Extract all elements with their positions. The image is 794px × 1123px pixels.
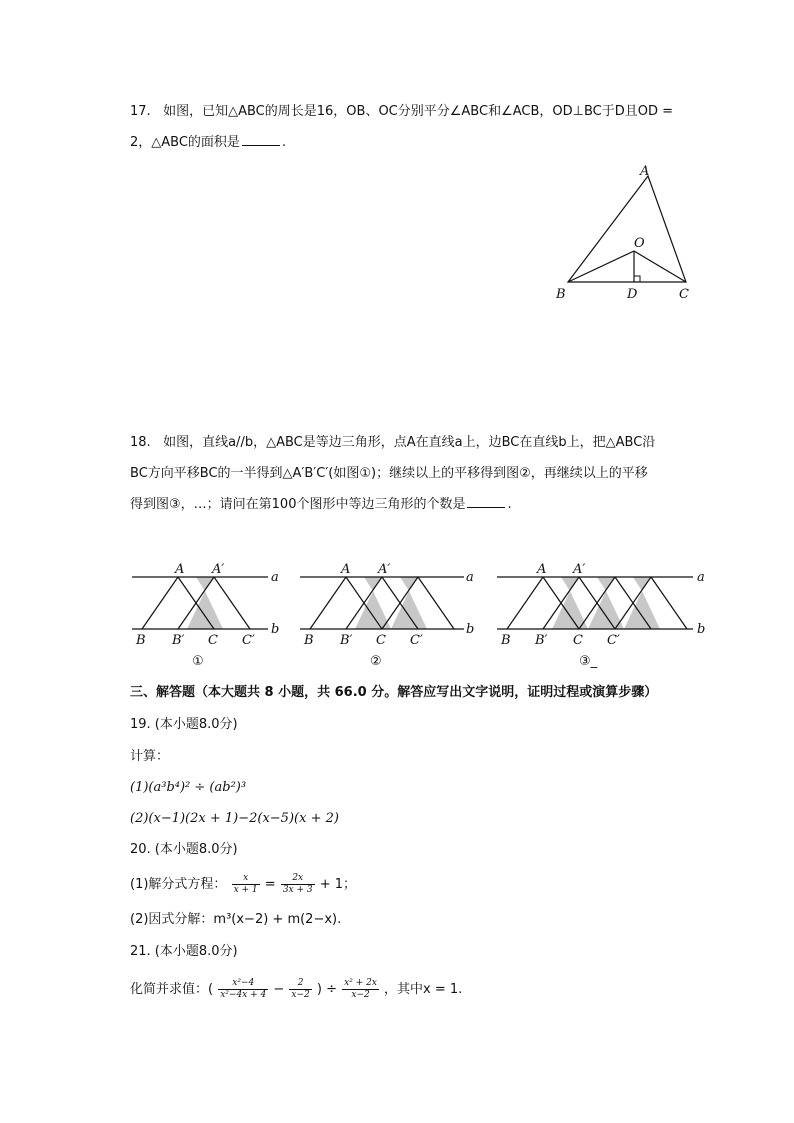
q18-text1: 如图，直线a//b，△ABC是等边三角形，点A在直线a上，边BC在直线b上，把△ABC沿	[163, 435, 656, 450]
fig3-label-C: C	[573, 633, 583, 648]
q20-frac1-num: x	[232, 873, 260, 885]
fig1-label-A: A	[175, 562, 185, 577]
fig3-label-B: B	[501, 633, 511, 648]
fig3-label-b: b	[697, 622, 706, 637]
fig2-label-C-prime: C′	[410, 633, 423, 648]
q21-frac3-num: x² + 2x	[344, 978, 377, 988]
q20-frac2	[281, 873, 315, 896]
q21-prefix: 化简并求值：(	[130, 982, 214, 997]
q17-label-B: B	[556, 287, 566, 302]
q21-divide: ) ÷	[316, 982, 338, 997]
q20-frac2-num: 2x	[281, 873, 315, 885]
q21-frac2	[289, 978, 311, 1001]
q20-part2: (2)因式分解：m³(x−2) + m(2−x).	[130, 912, 342, 927]
q17-number: 17.	[130, 104, 151, 119]
fig2-label-B: B	[304, 633, 314, 648]
q21-header: 21. (本小题8.0分)	[130, 944, 238, 959]
q20-frac1	[232, 873, 260, 896]
q17-label-C: C	[679, 287, 689, 302]
q17-figure	[550, 160, 700, 310]
fig1-label-B-prime: B′	[172, 633, 185, 648]
q17-label-O: O	[634, 236, 645, 251]
fig3-label-a: a	[697, 570, 705, 585]
q18-text3: 得到图③，…；请问在第100个图形中等边三角形的个数是	[130, 497, 466, 512]
fig3-caption: ③_	[579, 654, 598, 669]
q20-part1-prefix: (1)解分式方程：	[130, 877, 227, 892]
q18-line3	[130, 495, 512, 515]
fig2-label-b: b	[466, 622, 475, 637]
q20-eq: =	[264, 877, 276, 892]
q17-label-D: D	[627, 287, 638, 302]
q19-part1: (1)(a³b⁴)² ÷ (ab²)³	[130, 780, 247, 795]
q18-figure-2	[296, 555, 481, 670]
fig3-label-C-prime: C′	[607, 633, 620, 648]
fig2-caption: ②	[370, 654, 382, 669]
q21-frac2-den: x−2	[291, 990, 310, 1000]
fig2-label-A: A	[341, 562, 351, 577]
q18-figure-3	[493, 555, 713, 670]
q18-line1	[130, 433, 655, 453]
fig1-label-C-prime: C′	[242, 633, 255, 648]
q21-body	[130, 978, 462, 1001]
q19-intro: 计算：	[130, 749, 170, 764]
fig1-label-b: b	[271, 622, 280, 637]
q21-minus: −	[273, 982, 285, 997]
q19-header: 19. (本小题8.0分)	[130, 717, 238, 732]
fig2-label-B-prime: B′	[340, 633, 353, 648]
fig1-label-B: B	[136, 633, 146, 648]
fig3-label-B-prime: B′	[535, 633, 548, 648]
fig1-caption: ①	[192, 654, 204, 669]
q21-frac2-num: 2	[289, 978, 311, 990]
q18-period: .	[507, 497, 512, 512]
q21-frac1-num: x²−4	[218, 978, 268, 990]
q21-suffix: ，其中x = 1.	[384, 982, 463, 997]
q21-frac3-den: x−2	[351, 990, 370, 1000]
fig1-label-a: a	[271, 570, 279, 585]
q19-part2: (2)(x−1)(2x + 1)−2(x−5)(x + 2)	[130, 811, 339, 826]
q18-answer-blank[interactable]	[467, 495, 505, 508]
q20-frac1-den: x + 1	[233, 885, 258, 895]
fig2-label-A-prime: A′	[378, 562, 391, 577]
q18-text2: BC方向平移BC的一半得到△A′B′C′(如图①)；继续以上的平移得到图②，再继续以上的平移	[130, 466, 648, 481]
fig1-label-C: C	[208, 633, 218, 648]
q17-text1: 如图，已知△ABC的周长是16，OB、OC分别平分∠ABC和∠ACB，OD⊥BC于D且OD =	[163, 104, 673, 119]
q21-frac1	[218, 978, 268, 1001]
q17-label-A: A	[640, 164, 650, 179]
q18-line2	[130, 464, 648, 484]
fig2-label-a: a	[466, 570, 474, 585]
fig3-label-A: A	[537, 562, 547, 577]
q21-frac3	[342, 978, 379, 1001]
q20-part1	[130, 873, 356, 896]
q17-answer-blank[interactable]	[242, 133, 280, 146]
fig2-label-C: C	[376, 633, 386, 648]
q18-number: 18.	[130, 435, 151, 450]
section-3-heading: 三、解答题（本大题共 8 小题，共 66.0 分。解答应写出文字说明，证明过程或演算步骤）	[130, 685, 658, 700]
q20-frac2-den: 3x + 3	[282, 885, 313, 895]
fig1-label-A-prime: A′	[212, 562, 225, 577]
q20-part1-suffix: + 1；	[319, 877, 357, 892]
q17-line1	[130, 102, 673, 122]
q17-period: .	[281, 135, 287, 150]
fig3-label-A-prime: A′	[573, 562, 586, 577]
q17-line2	[130, 133, 286, 153]
q17-text2: 2，△ABC的面积是	[130, 135, 240, 150]
q21-frac1-den: x²−4x + 4	[220, 990, 267, 1000]
q20-header: 20. (本小题8.0分)	[130, 842, 238, 857]
q18-figure-1	[128, 555, 288, 670]
